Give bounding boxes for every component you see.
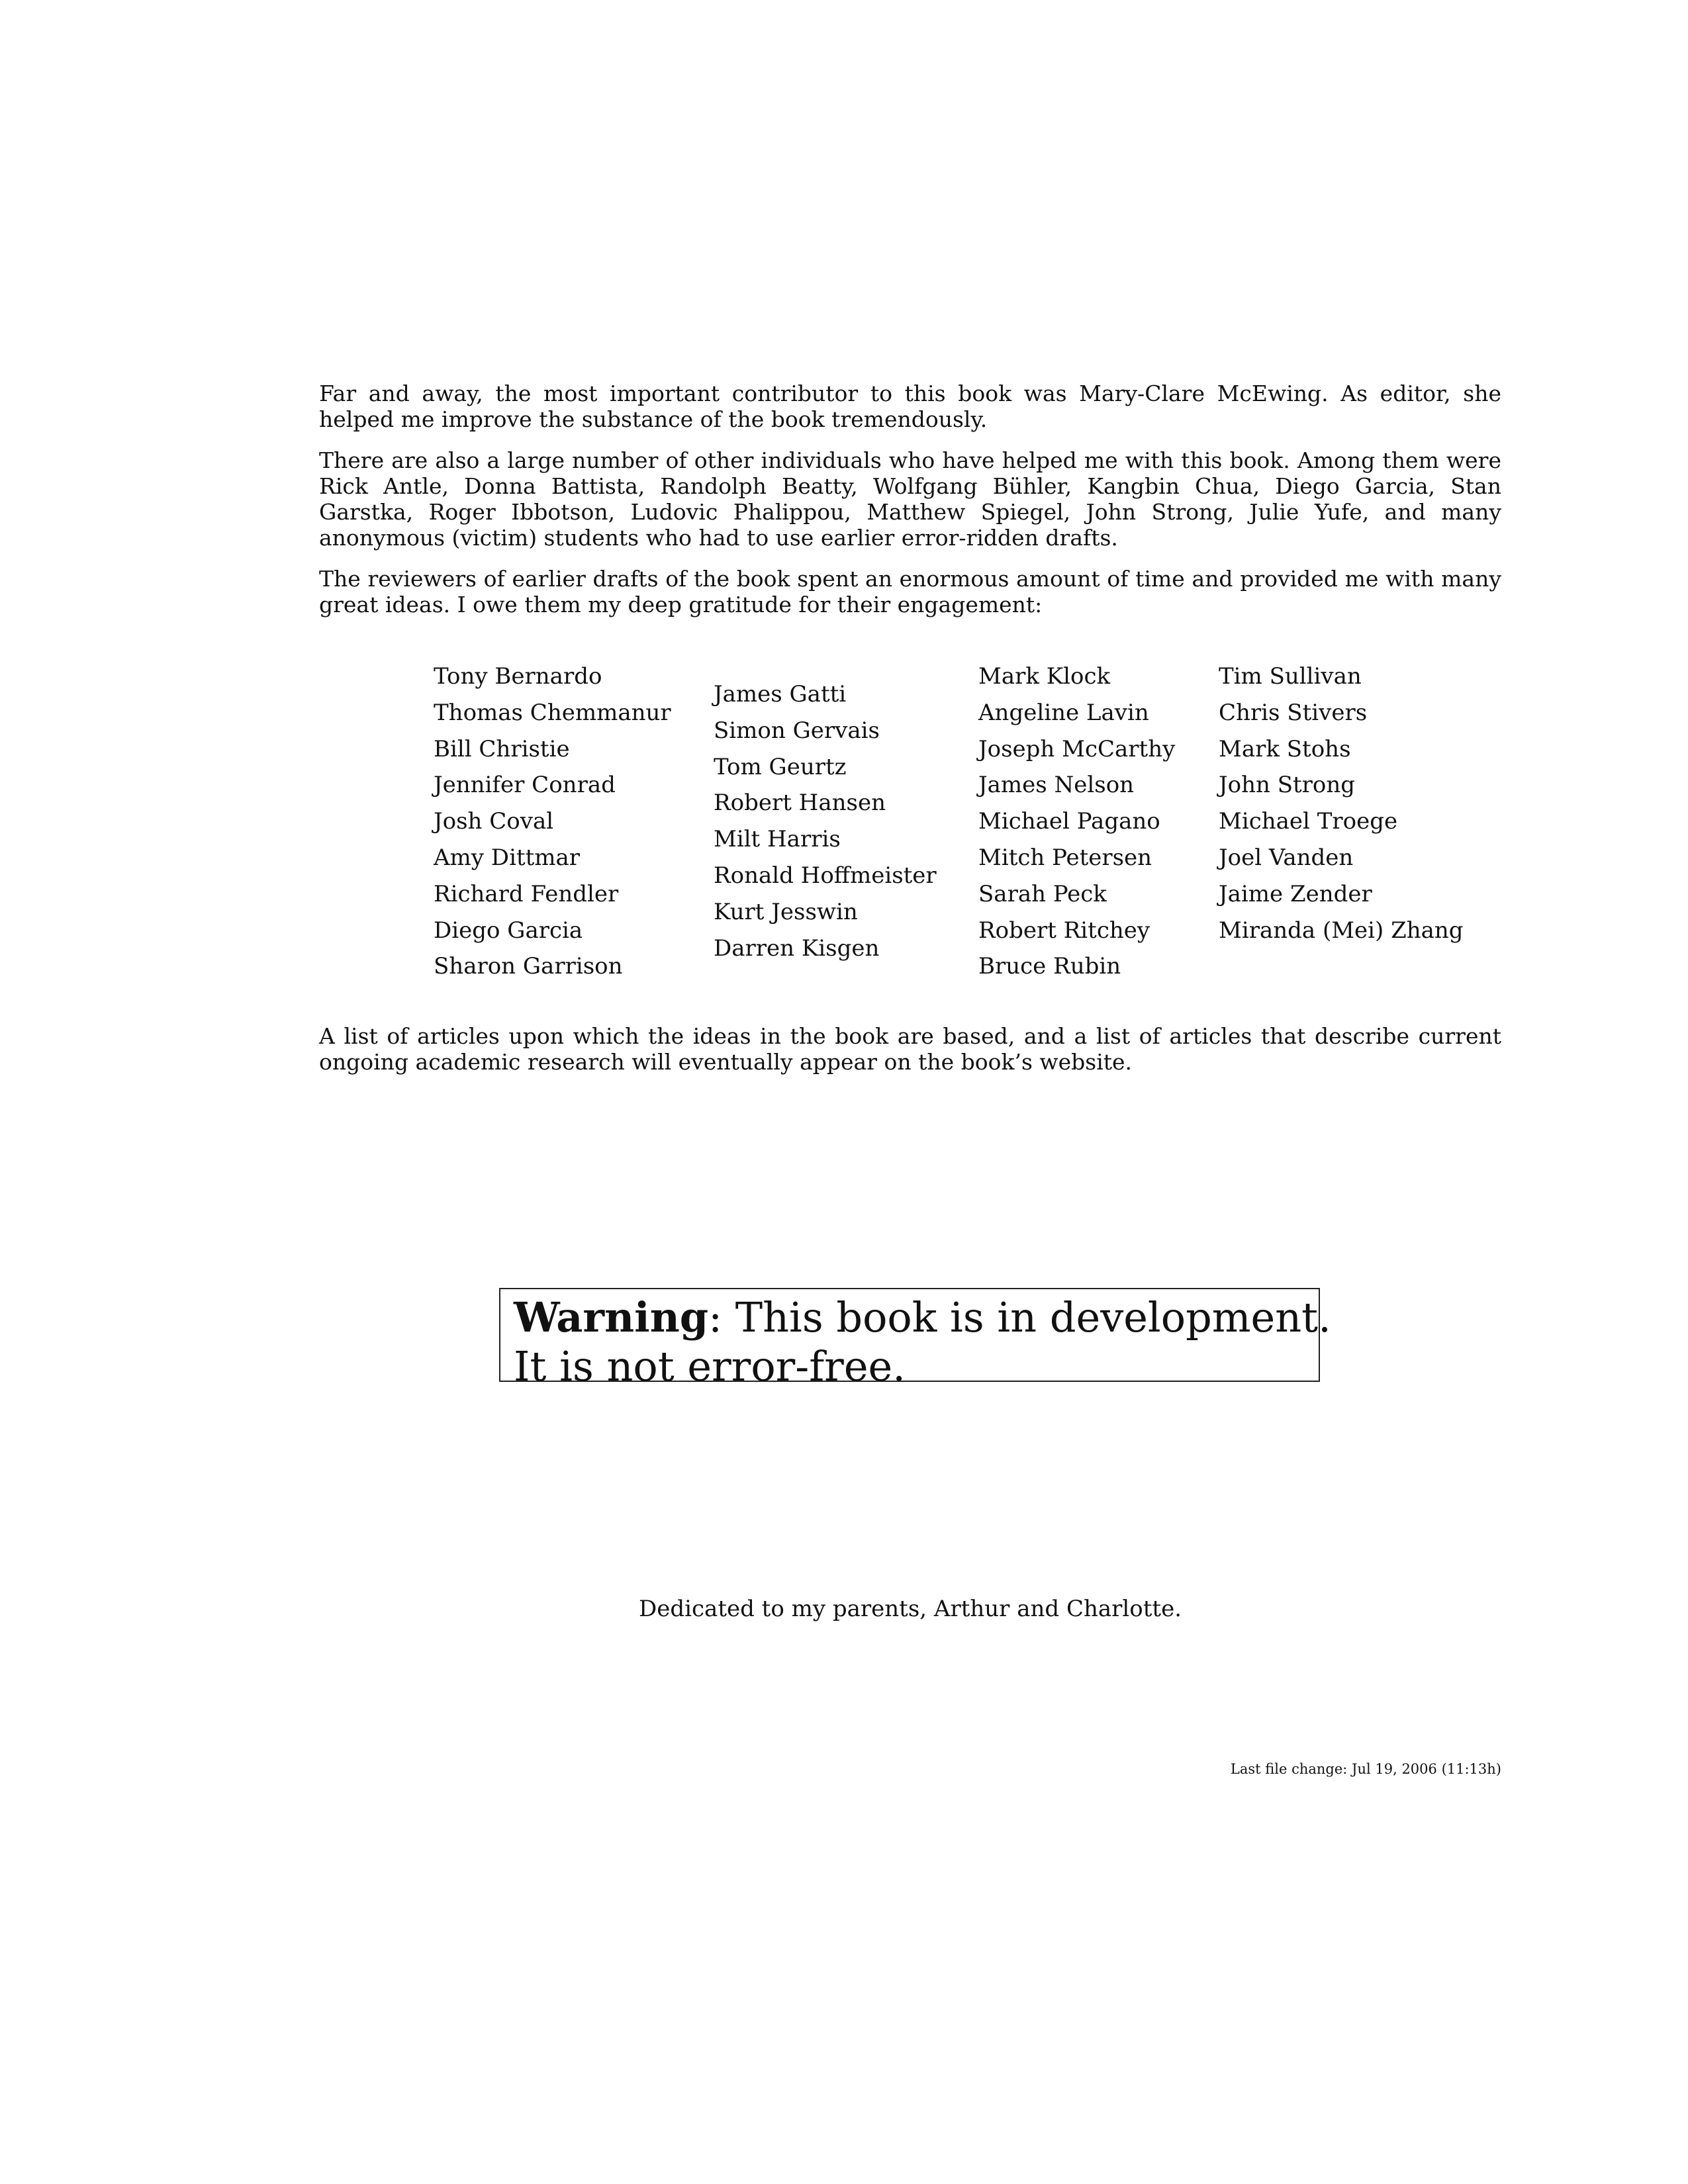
reviewer-name: Joel Vanden	[1219, 844, 1354, 871]
reviewer-name: Darren Kisgen	[714, 934, 880, 962]
reviewers-column-2	[714, 676, 937, 966]
reviewer-name: Mark Klock	[978, 663, 1111, 690]
warning-label: Warning	[514, 1293, 709, 1342]
reviewer-name: Bruce Rubin	[978, 953, 1121, 980]
reviewer-name: Sarah Peck	[978, 880, 1107, 907]
reviewers-column-4	[1219, 659, 1464, 948]
reviewers-column-3	[978, 659, 1175, 985]
warning-line-1	[514, 1293, 1331, 1342]
reviewer-name: Miranda (Mei) Zhang	[1219, 917, 1464, 944]
reviewer-name: James Gatti	[714, 681, 847, 707]
reviewer-name: Robert Ritchey	[978, 917, 1150, 944]
articles-paragraph: A list of articles upon which the ideas in the book are based, and a list of articles that describe current ongoing academic research will eventually appear on the book’s website.	[319, 1023, 1501, 1075]
reviewer-name: Robert Hansen	[714, 790, 886, 817]
reviewer-name: John Strong	[1219, 772, 1356, 799]
dedication: Dedicated to my parents, Arthur and Charlotte.	[638, 1596, 1182, 1622]
reviewer-name: Tim Sullivan	[1219, 663, 1362, 690]
last-file-change: Last file change: Jul 19, 2006 (11:13h)	[1230, 1761, 1501, 1777]
reviewer-name: Sharon Garrison	[434, 953, 623, 980]
reviewer-name: Thomas Chemmanur	[434, 699, 671, 726]
reviewer-name: Milt Harris	[714, 826, 841, 853]
reviewer-name: Josh Coval	[434, 808, 554, 835]
helpers-paragraph: There are also a large number of other individuals who have helped me with this book. Among them were Rick Antle, Donna Battista, Randolph Beatty, Wolfgang Bühler, Kangbin Chua, Diego Garcia, Stan Garstka, Roger Ibbotson, Ludovic Phalippou, Matthew Spiegel, John Strong, Julie Yufe, and many anonymous (victim) students who had to use earlier error-ridden drafts.	[319, 447, 1501, 551]
reviewer-name: Jaime Zender	[1219, 880, 1372, 907]
reviewer-name: Jennifer Conrad	[434, 772, 616, 799]
reviewer-name: Bill Christie	[434, 735, 570, 762]
reviewer-name: Mitch Petersen	[978, 844, 1152, 871]
reviewer-name: Kurt Jesswin	[714, 898, 858, 925]
reviewer-name: James Nelson	[978, 772, 1135, 799]
reviewer-name: Ronald Hoffmeister	[714, 862, 937, 889]
reviewer-name: Mark Stohs	[1219, 735, 1351, 762]
reviewer-name: Tom Geurtz	[714, 753, 847, 780]
reviewer-name: Diego Garcia	[434, 917, 583, 944]
warning-line-2: It is not error-free.	[514, 1342, 906, 1390]
editor-paragraph: Far and away, the most important contributor to this book was Mary-Clare McEwing. As editor, she helped me improve the substance of the book tremendously.	[319, 381, 1501, 432]
reviewer-name: Angeline Lavin	[978, 699, 1149, 726]
warning-box	[499, 1288, 1331, 1390]
reviewer-name: Joseph McCarthy	[978, 735, 1176, 762]
reviewers-intro-paragraph: The reviewers of earlier drafts of the book spent an enormous amount of time and provided me with many great ideas. I owe them my deep gratitude for their engagement:	[319, 566, 1501, 617]
reviewer-name: Chris Stivers	[1219, 699, 1368, 726]
reviewer-name: Michael Troege	[1219, 808, 1398, 835]
reviewer-name: Richard Fendler	[434, 880, 619, 907]
reviewer-name: Simon Gervais	[714, 717, 880, 744]
reviewer-name: Michael Pagano	[978, 808, 1160, 835]
reviewer-name: Amy Dittmar	[434, 844, 581, 871]
reviewer-name: Tony Bernardo	[434, 663, 602, 690]
reviewers-column-1	[434, 659, 671, 985]
warning-text-1: : This book is in development.	[708, 1293, 1331, 1342]
